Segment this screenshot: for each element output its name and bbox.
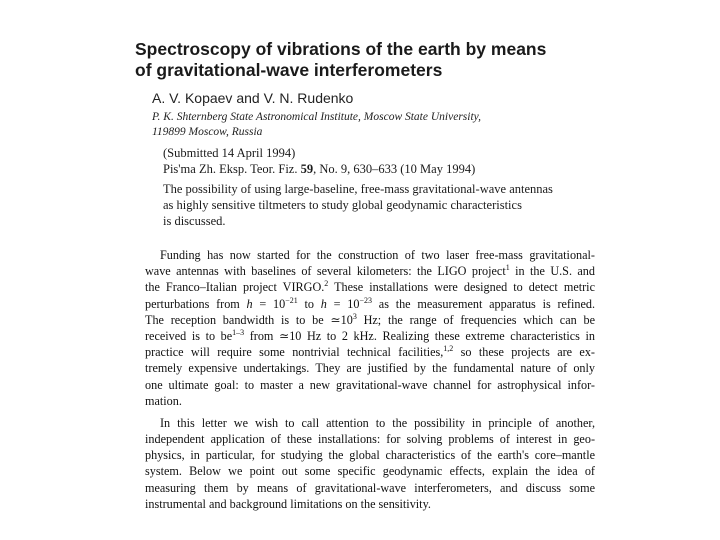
p1-l7-text: practice will require some nontrivial technical facilities, [145,345,444,360]
p1-l6-text: received is to be [145,328,233,343]
p2-line-4: system. Below we point out some specific geodynamic effects, explain the idea of [145,464,595,479]
exp-3: 3 [352,311,357,321]
affiliation [152,110,572,140]
p2-line-2: independent application of these installations: for solving problems of interest in geo- [145,432,595,447]
title-line-2: of gravitational-wave interferometers [135,60,443,80]
p1-line-1: Funding has now started for the construction of two laser free-mass gravitational- [160,248,595,262]
p2-line-5: measuring them by means of gravitational-wave interferometers, and discuss some [145,480,595,495]
title-line-1: Spectroscopy of vibrations of the earth by means [135,39,547,59]
p1-l5-text-b: Hz; the range of frequencies which can be [356,312,595,327]
affiliation-line-2: 119899 Moscow, Russia [152,126,263,138]
var-h-2: h [320,296,327,311]
p1-line-9: one ultimate goal: to master a new gravitational-wave channel for astrophysical infor- [145,377,595,392]
eq-2: = 10 [326,296,360,311]
paper-title [135,39,695,81]
p1-line-4 [145,296,595,312]
p2-line-6: instrumental and background limitations on the sensitivity. [145,496,431,511]
p1-l2-text: wave antennas with baselines of several kilometers: the LIGO project [145,264,506,279]
body-text [145,247,615,512]
affiliation-line-1: P. K. Shternberg State Astronomical Institute, Moscow State University, [152,111,482,123]
journal-citation [163,161,475,177]
journal-prefix: Pis'ma Zh. Eksp. Teor. Fiz. [163,162,301,176]
p1-l4-text-b: as the measurement apparatus is refined. [372,296,596,311]
ref-1-3: 1–3 [232,327,245,337]
eq-1: = 10 [252,296,286,311]
ref-1: 1 [505,263,510,273]
p2-line-3: physics, in particular, for studying the global characteristics of the earth's core–mantle [145,448,595,463]
journal-suffix: , No. 9, 630–633 (10 May 1994) [313,162,476,176]
p1-l6-text-b: from ≃10 Hz to 2 kHz. Realizing these extreme characteristics in [244,328,595,343]
abstract-line-1: The possibility of using large-baseline, free-mass gravitational-wave antennas [163,182,553,196]
p2-line-1: In this letter we wish to call attention to the possibility in principle of another, [160,415,595,430]
exp-2: −23 [359,295,373,305]
var-h-1: h [246,296,253,311]
p1-line-2 [145,263,595,279]
p1-line-8: tremely expensive undertakings. They are justified by the fundamental nature of only [145,361,595,376]
p1-l7-text-b: so these projects are ex- [453,345,595,360]
p1-l4-text: perturbations from [145,296,247,311]
exp-1: −21 [285,295,298,305]
abstract [163,181,553,229]
p1-line-6 [145,328,595,344]
ref-1-2: 1,2 [443,344,454,354]
abstract-line-3: is discussed. [163,214,226,228]
journal-volume: 59 [300,162,314,176]
p1-line-3 [145,279,595,295]
p1-line-7 [145,344,595,360]
p1-l5-text: The reception bandwidth is to be ≃10 [145,312,353,327]
authors: A. V. Kopaev and V. N. Rudenko [152,90,354,106]
submitted-date: (Submitted 14 April 1994) [163,146,296,160]
abstract-line-2: as highly sensitive tiltmeters to study global geodynamic characteristics [163,198,522,212]
p1-l3-text: the Franco–Italian project VIRGO. [145,280,325,295]
paragraph-2 [145,415,615,512]
p1-line-10: mation. [145,393,182,408]
paragraph-1 [145,247,615,409]
to-word: to [297,296,321,311]
p1-l3-text-b: These installations were designed to detect metric [328,280,595,295]
ref-2: 2 [324,279,329,289]
publication-info [163,145,475,177]
p1-l2-text-b: in the U.S. and [509,264,595,279]
p1-line-5 [145,312,595,328]
